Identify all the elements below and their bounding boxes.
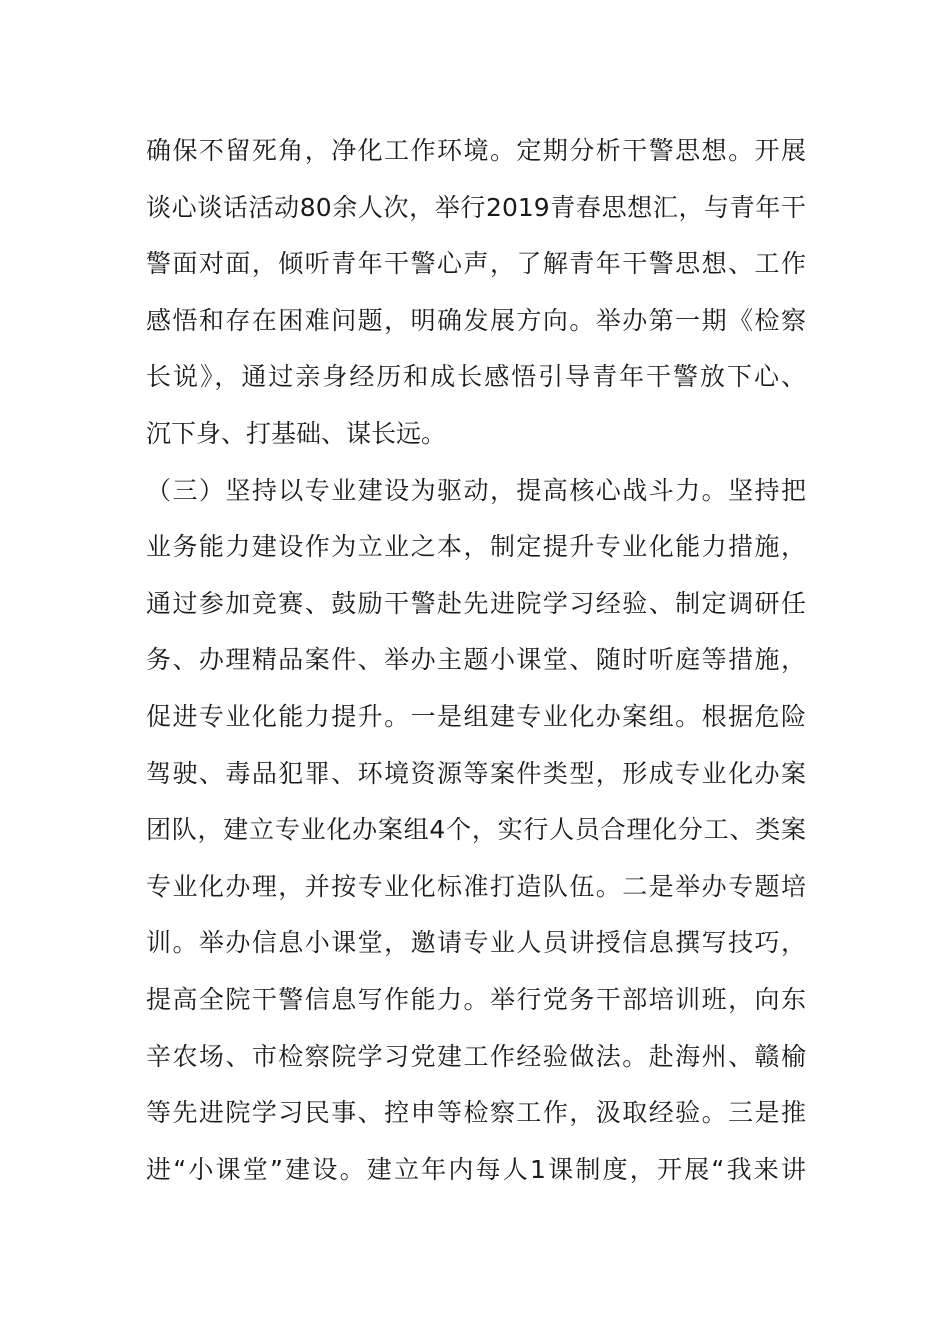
text-line: 谈心谈话活动80余人次，举行2019青春思想汇，与青年干: [146, 192, 806, 222]
text-line: 确保不留死角，净化工作环境。定期分析干警思想。开展: [146, 136, 806, 165]
document-body: [146, 128, 806, 1203]
text-line: 提高全院干警信息写作能力。举行党务干部培训班，向东: [146, 984, 806, 1014]
text-line: 长说》，通过亲身经历和成长感悟引导青年干警放下心、: [146, 362, 806, 392]
text-line: 进“小课堂”建设。建立年内每人1课制度，开展“我来讲: [146, 1154, 806, 1184]
text-line: 业务能力建设作为立业之本，制定提升专业化能力措施，: [146, 532, 806, 562]
text-line: 等先进院学习民事、控申等检察工作，汲取经验。三是推: [146, 1098, 806, 1128]
text-line: 训。举办信息小课堂，邀请专业人员讲授信息撰写技巧，: [146, 928, 806, 958]
text-line: 沉下身、打基础、谋长远。: [146, 418, 447, 448]
text-line: 驾驶、毒品犯罪、环境资源等案件类型，形成专业化办案: [146, 758, 806, 788]
text-line: 辛农场、市检察院学习党建工作经验做法。赴海州、赣榆: [146, 1041, 806, 1071]
text-line: 感悟和存在困难问题，明确发展方向。举办第一期《检察: [146, 305, 806, 335]
section-heading-line: （三）坚持以专业建设为驱动，提高核心战斗力。坚持把: [146, 475, 806, 505]
text-line: 促进专业化能力提升。一是组建专业化办案组。根据危险: [146, 701, 806, 731]
text-line: 通过参加竞赛、鼓励干警赴先进院学习经验、制定调研任: [146, 588, 806, 618]
text-line: 专业化办理，并按专业化标准打造队伍。二是举办专题培: [146, 871, 806, 901]
text-line: 务、办理精品案件、举办主题小课堂、随时听庭等措施，: [146, 645, 806, 675]
text-line: 警面对面，倾听青年干警心声，了解青年干警思想、工作: [146, 249, 806, 279]
text-line: 团队，建立专业化办案组4个，实行人员合理化分工、类案: [146, 815, 806, 845]
